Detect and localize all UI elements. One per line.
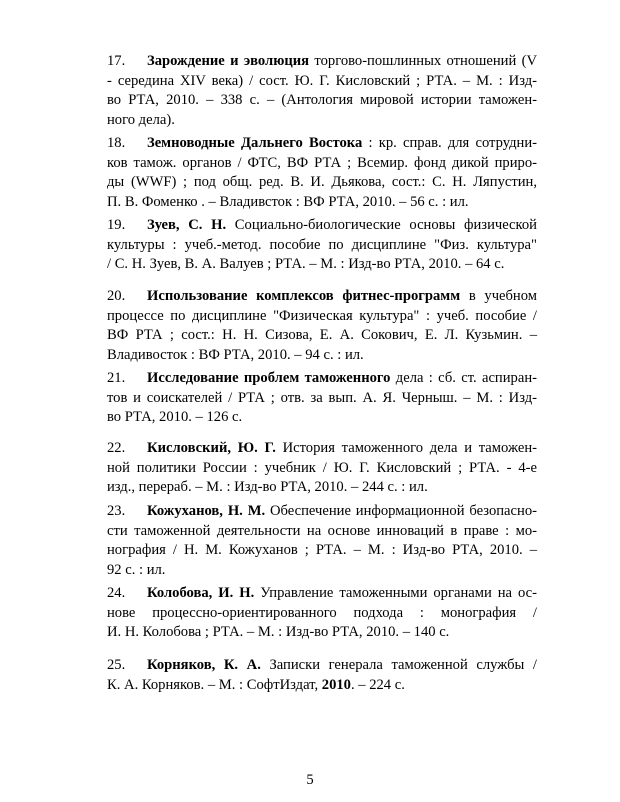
entry-segment: процессе по дисциплине "Физическая культура" : учеб. пособие / [107,307,537,324]
entry-line [107,326,537,346]
entry-number: 19. [107,217,126,233]
entry-line [107,478,537,498]
entry-segment: сти таможенной деятельности на основе инноваций в праве : мо- [107,522,537,539]
entry-number: 22. [107,440,126,456]
entry-segment: изд., перераб. – М. : Изд-во РТА, 2010. – 244 с. : ил. [107,479,428,496]
entry-segment: Управление таможенными органами на ос- [254,585,537,601]
entry-number: 25. [107,657,126,673]
entry-segment: - середина XIV века) / сост. Ю. Г. Кисловский ; РТА. – М. : Изд- [107,72,537,89]
entry-text [107,134,537,212]
entry-text [107,439,537,498]
entry-segment: во РТА, 2010. – 338 с. – (Антология мировой истории таможен- [107,92,537,109]
entry-line [107,676,537,696]
entry-text [107,502,537,580]
entry-line [107,287,537,307]
entry-segment: ды (WWF) ; под общ. ред. В. И. Дьякова, сост.: С. Н. Ляпустин, [107,174,537,191]
entry-line [107,216,537,236]
entry-line [107,72,537,92]
entry-line [107,561,537,581]
entry-line [107,154,537,174]
entry-segment: К. А. Корняков. – М. : СофтИздат, [107,676,322,693]
entry-line [107,193,537,213]
entry-segment: ВФ РТА ; сост.: Н. Н. Сизова, Е. А. Сокович, Е. Л. Кузьмин. – [107,327,537,344]
entry-heading: Корняков, К. А. [147,657,261,673]
entry-line [107,346,537,366]
entry-text [107,52,537,130]
entry-segment: П. В. Фоменко . – Владивсток : ВФ РТА, 2010. – 56 с. : ил. [107,193,469,210]
entry-text [107,584,537,643]
entry-segment: во РТА, 2010. – 126 с. [107,409,243,426]
entry-segment: дела : сб. ст. аспиран- [390,370,537,386]
entry-line [107,173,537,193]
bibliography-entry [107,369,537,428]
entry-line [107,459,537,479]
entry-segment: Владивосток : ВФ РТА, 2010. – 94 с. : ил. [107,346,364,363]
entry-number: 18. [107,135,126,151]
bibliography-entry [107,656,537,695]
entry-text [107,656,537,695]
entry-segment: культуры : учеб.-метод. пособие по дисциплине "Физ. культура" [107,236,537,253]
entry-segment: Обеспечение информационной безопасно- [265,503,537,519]
entry-line [107,236,537,256]
bibliography-entry [107,52,537,130]
entry-line [107,134,537,154]
entry-segment: нография / Н. М. Кожуханов ; РТА. – М. : Изд-во РТА, 2010. – [107,542,537,559]
entry-segment: торгово-пошлинных отношений (V [309,53,537,69]
entry-heading: 2010 [321,676,351,693]
entry-heading: Зарождение и эволюция [147,53,310,69]
entry-segment: : кр. справ. для сотрудни- [362,135,537,151]
entry-line [107,91,537,111]
entry-number: 24. [107,585,126,601]
entry-segment: / С. Н. Зуев, В. А. Валуев ; РТА. – М. : Изд-во РТА, 2010. – 64 с. [107,256,505,273]
entry-number: 23. [107,503,126,519]
entry-line [107,369,537,389]
entry-segment: ной политики России : учебник / Ю. Г. Кисловский ; РТА. - 4-е [107,459,537,476]
entry-line [107,604,537,624]
entry-heading: Кожуханов, Н. М. [147,503,266,519]
entry-number: 21. [107,370,126,386]
entry-line [107,439,537,459]
entry-heading: Кисловский, Ю. Г. [147,440,276,456]
bibliography-entry [107,216,537,275]
entry-heading: Исследование проблем таможенного [147,370,391,386]
entry-line [107,52,537,72]
bibliography-entry [107,502,537,580]
entry-heading: Зуев, С. Н. [147,217,227,233]
bibliography-entry [107,439,537,498]
entry-segment: Записки генерала таможенной службы / [260,657,537,673]
entry-number: 20. [107,288,126,304]
entry-segment: нове процессно-ориентированного подхода : монография / [107,604,537,621]
entry-segment: ного дела). [107,111,175,128]
page-number: 5 [306,772,314,788]
entry-segment: 92 с. : ил. [107,561,166,578]
entry-line [107,389,537,409]
entry-segment: Социально-биологические основы физической [226,217,537,233]
entry-segment: И. Н. Колобова ; РТА. – М. : Изд-во РТА, 2010. – 140 с. [107,624,450,641]
entry-line [107,522,537,542]
bibliography-entry [107,584,537,643]
entry-number: 17. [107,53,126,69]
entry-line [107,307,537,327]
bibliography-entry [107,287,537,365]
entry-heading: Земноводные Дальнего Востока [147,135,363,151]
entry-segment: в учебном [460,288,537,304]
entry-heading: Использование комплексов фитнес-программ [147,288,461,304]
entry-text [107,216,537,275]
entry-segment: тов и соискателей / РТА ; отв. за вып. А. Я. Черныш. – М. : Изд- [107,389,537,406]
entry-heading: Колобова, И. Н. [147,585,255,601]
entry-segment: ков тамож. органов / ФТС, ВФ РТА ; Всемир. фонд дикой приро- [107,154,537,171]
entry-segment: История таможенного дела и таможен- [275,440,537,456]
entry-text [107,369,537,428]
entry-line [107,584,537,604]
entry-line [107,111,537,131]
entry-text [107,287,537,365]
entry-line [107,255,537,275]
entry-line [107,623,537,643]
entry-segment: . – 224 с. [350,676,405,693]
entry-line [107,656,537,676]
entry-line [107,408,537,428]
entry-line [107,541,537,561]
bibliography-entry [107,134,537,212]
entry-line [107,502,537,522]
